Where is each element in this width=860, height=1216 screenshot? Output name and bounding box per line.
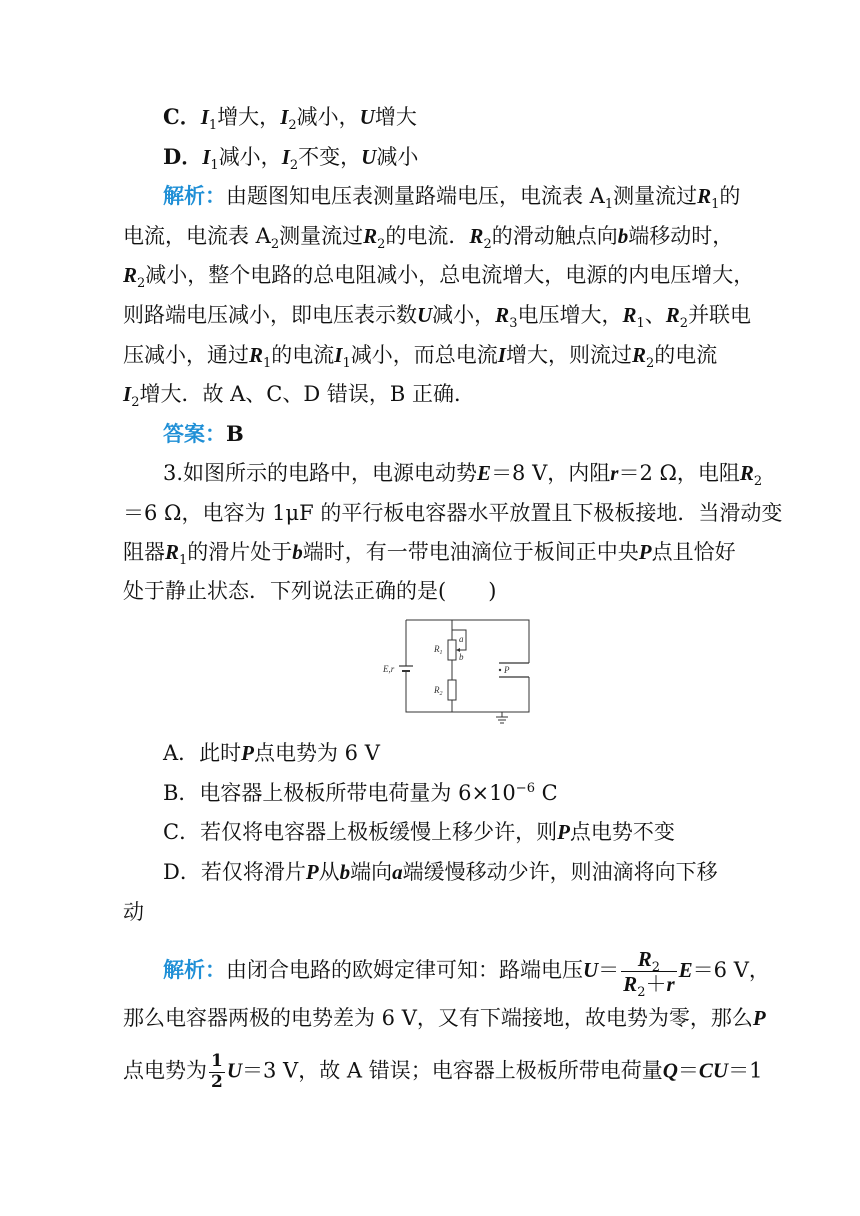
oil-drop-dot <box>499 669 501 671</box>
question3-line2: ＝6 Ω，电容为 1μF 的平行板电容器水平放置且下极板接地．当滑动变 <box>123 501 783 525</box>
r2-label: $R_2$ <box>434 685 443 697</box>
slider-label-b: b <box>459 652 464 662</box>
q3-option-d: D．若仅将滑片P从b端向a端缓慢移动少许，则油滴将向下移 <box>163 860 718 884</box>
fraction-r2-over-r2r: $\frac{R_2}{R_2+r}$ <box>623 947 675 1001</box>
resistor-r1 <box>448 640 456 660</box>
analysis1-line2: 电流，电流表 $A_2$测量流过$R_2$的电流．$R_2$的滑动触点向b端移动时， <box>123 224 734 253</box>
answer-line: 答案：B <box>163 421 244 446</box>
wire-top <box>406 620 529 663</box>
slider-label-a: a <box>459 634 464 644</box>
q3-option-a: A．此时P点电势为 6 V <box>163 741 380 765</box>
option-d: D．$I_1$减小，$I_2$不变，U减小 <box>163 144 419 174</box>
analysis1-line4: 则路端电压减小，即电压表示数U减小，$R_3$电压增大，$R_1$、$R_2$并联电 <box>123 303 752 332</box>
point-p-label: P <box>504 665 510 675</box>
option-c: C．$I_1$增大，$I_2$减小，U增大 <box>163 104 417 134</box>
wire-bottom <box>406 676 529 712</box>
question3-line1: 3.如图所示的电路中，电源电动势E＝8 V，内阻r＝2 Ω，电阻$R_2$ <box>163 461 763 490</box>
analysis1-line1: 解析：由题图知电压表测量路端电压，电流表 $A_1$测量流过$R_1$的 <box>163 183 741 213</box>
r1-label: $R_1$ <box>434 644 443 656</box>
analysis1-line3: $R_2$减小，整个电路的总电阻减小，总电流增大，电源的内电压增大， <box>123 263 755 292</box>
question3-line4: 处于静止状态．下列说法正确的是( ) <box>123 579 497 603</box>
analysis2-line3: 点电势为 $\frac{1}{2}$ U＝3 V，故 A 错误；电容器上极板所带电荷量Q＝CU＝1 <box>123 1051 763 1092</box>
q3-option-d-cont: 动 <box>123 900 144 924</box>
analysis1-line5: 压减小，通过$R_1$的电流$I_1$减小，而总电流I增大，则流过$R_2$的电流 <box>123 343 718 372</box>
circuit-diagram <box>372 614 532 726</box>
analysis2-line2: 那么电容器两极的电势差为 6 V，又有下端接地，故电势为零，那么P <box>123 1006 766 1030</box>
fraction-half: $\frac{1}{2}$ <box>211 1051 223 1092</box>
analysis1-line6: $I_2$增大．故 A、C、D 错误，B 正确． <box>123 382 475 411</box>
question3-line3: 阻器$R_1$的滑片处于b端时，有一带电油滴位于板间正中央P点且恰好 <box>123 540 736 569</box>
q3-option-c: C．若仅将电容器上极板缓慢上移少许，则P点电势不变 <box>163 820 675 844</box>
q3-option-b: B．电容器上极板所带电荷量为 $6\times 10^{-6}$ C <box>163 781 558 805</box>
analysis2-line1: 解析：由闭合电路的欧姆定律可知：路端电压U＝ $\frac{R_2}{R_2+r}$ E＝6 V， <box>163 947 770 1001</box>
battery-label: E,r <box>383 664 395 674</box>
resistor-r2 <box>448 680 456 700</box>
